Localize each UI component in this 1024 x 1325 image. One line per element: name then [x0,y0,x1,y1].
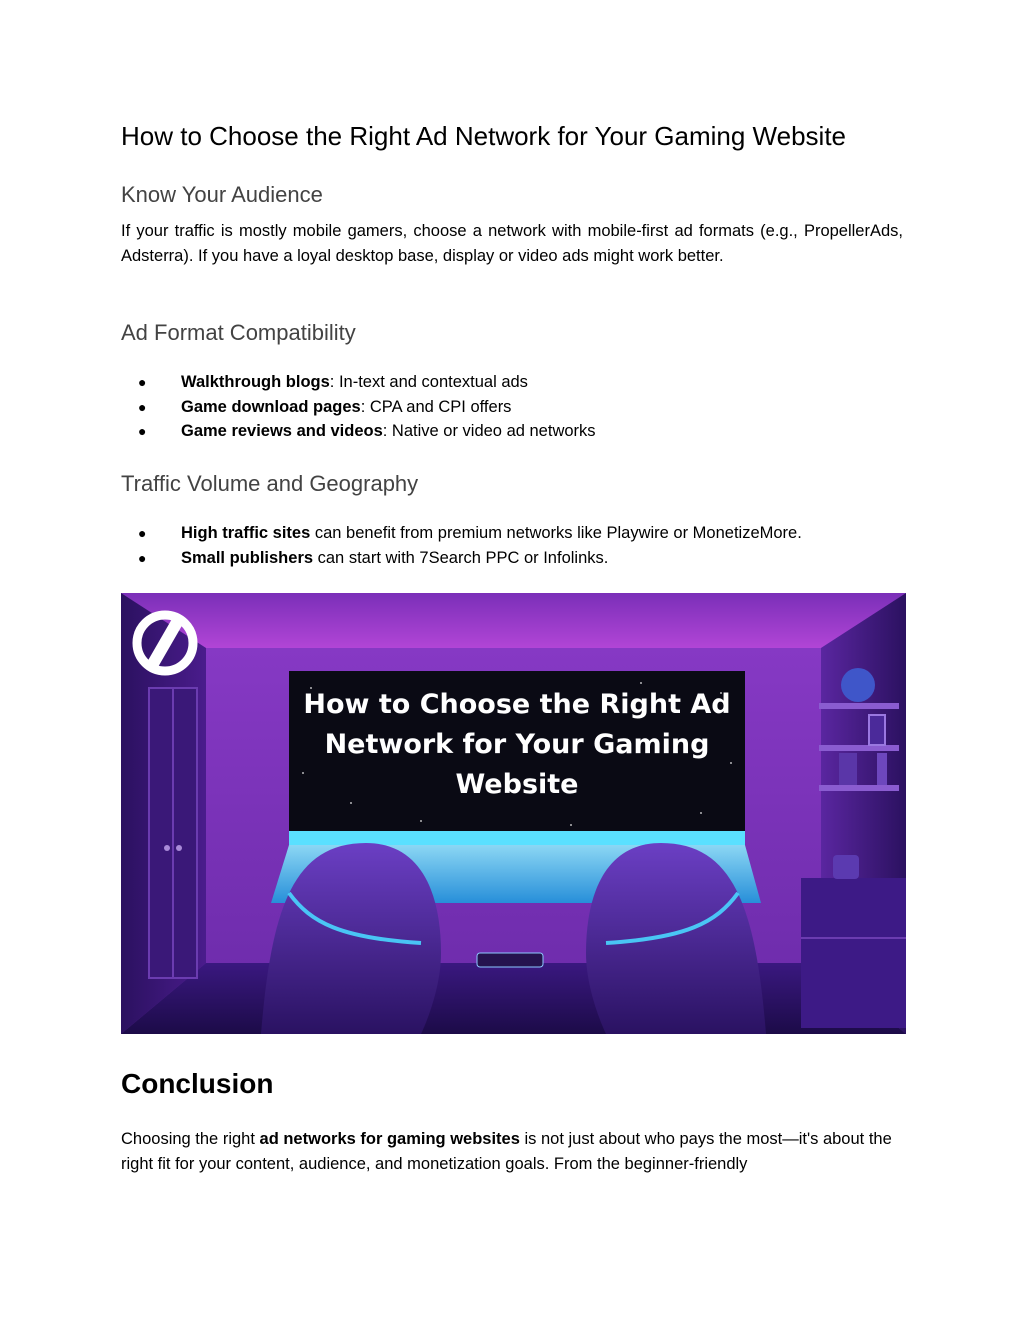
bullet-icon: ● [138,525,147,541]
hero-image [121,593,906,1034]
conclusion-text-start: Choosing the right [121,1130,260,1148]
hero-text-line: How to Choose the Right Ad [303,689,731,720]
list-item [121,419,596,444]
conclusion-text-end: is not just about who pays the most—it's about the right fit for your content, audience, and monetization goals. From the beginner-friendly [121,1130,892,1173]
hero-screen-text [289,685,745,805]
list-item [121,521,802,546]
bullet-icon: ● [138,398,147,415]
document-title: How to Choose the Right Ad Network for Your Gaming Website [121,121,847,151]
list-item [121,546,802,571]
list-item-text: can start with 7Search PPC or Infolinks. [313,548,609,567]
ad-format-list [121,370,596,444]
conclusion-paragraph [121,1127,903,1176]
list-item-bold: Walkthrough blogs [181,373,330,391]
list-item-bold: Game download pages [181,397,361,416]
bullet-icon: ● [138,423,147,439]
traffic-list [121,521,802,570]
gaming-room-illustration [121,593,906,1034]
section-heading-ad-format: Ad Format Compatibility [121,320,356,345]
list-item [121,395,596,420]
list-item [121,370,596,395]
list-item-bold: High traffic sites [181,524,311,542]
hero-text-line: Network for Your Gaming [324,729,710,760]
section-heading-traffic: Traffic Volume and Geography [121,471,419,496]
conclusion-heading: Conclusion [121,1068,274,1099]
conclusion-bold-keyword: ad networks for gaming websites [259,1130,520,1148]
bullet-icon: ● [138,549,147,566]
hero-text-line: Website [455,769,579,800]
section-heading-know-your-audience: Know Your Audience [121,182,323,207]
list-item-text: : CPA and CPI offers [360,397,512,416]
list-item-text: : In-text and contextual ads [329,373,528,391]
list-item-bold: Small publishers [181,548,314,567]
list-item-bold: Game reviews and videos [181,422,383,440]
section-paragraph-audience: If your traffic is mostly mobile gamers, choose a network with mobile-first ad formats (e.g., PropellerAds, Adsterra). If you have a loyal desktop base, display or video ads might work better. [121,222,903,265]
bullet-icon: ● [138,374,147,390]
list-item-text: can benefit from premium networks like Playwire or MonetizeMore. [310,524,802,542]
list-item-text: : Native or video ad networks [382,422,596,440]
